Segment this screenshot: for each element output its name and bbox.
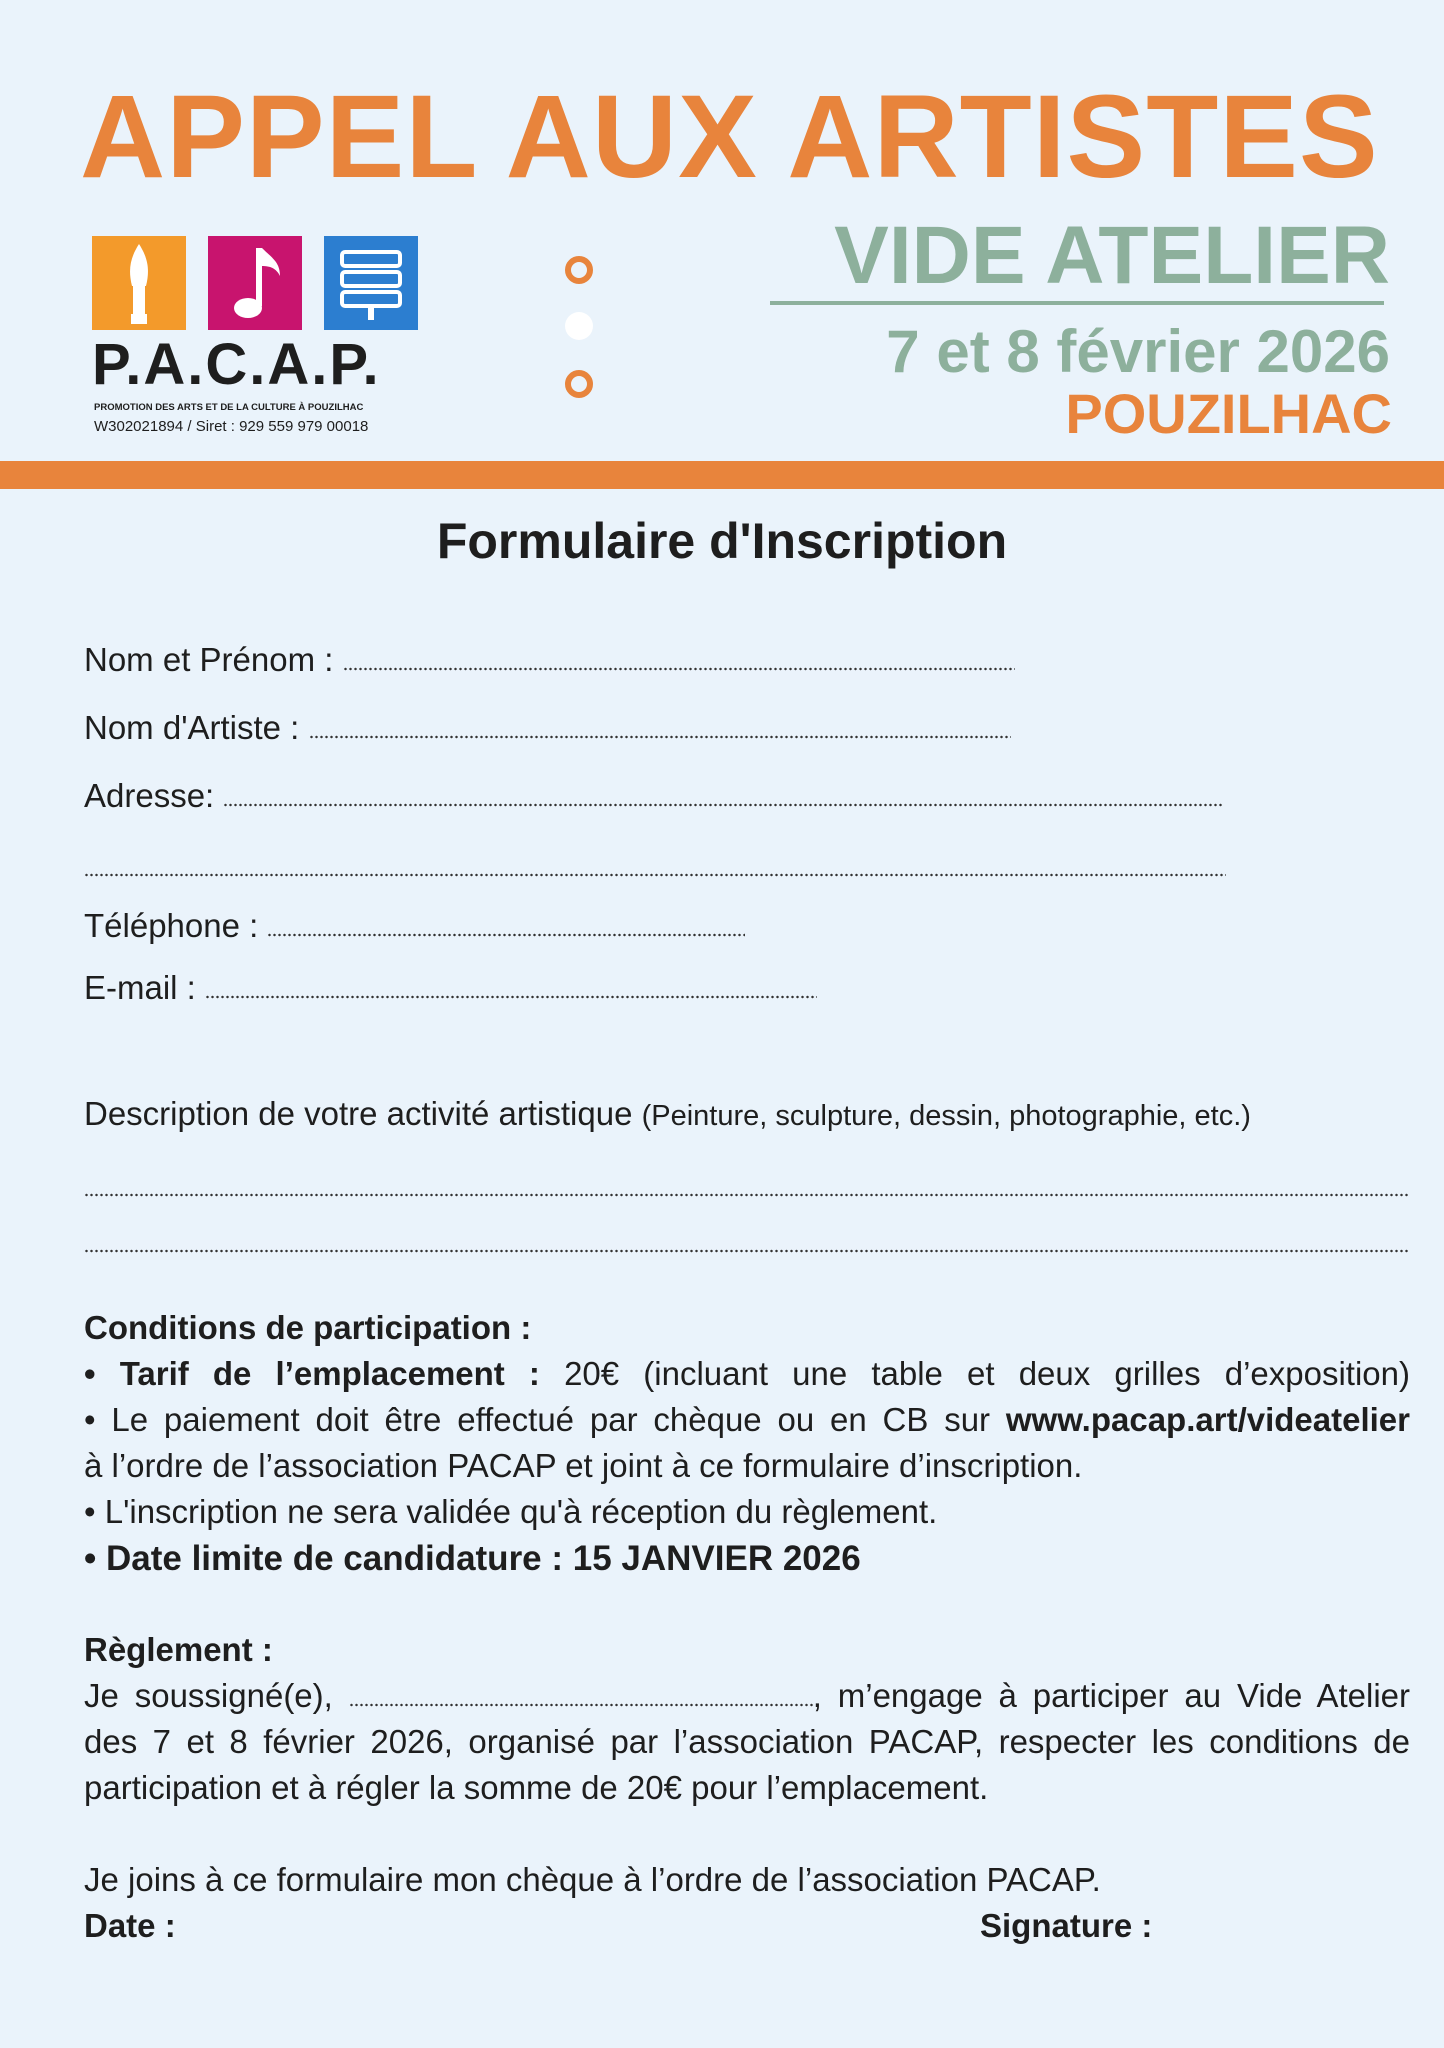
phone-blank[interactable] (267, 933, 745, 937)
event-place: POUZILHAC (1065, 382, 1392, 445)
event-underline (770, 301, 1384, 305)
reglement-line1 (84, 1676, 1410, 1716)
signatory-name-blank[interactable] (349, 1703, 813, 1707)
cheque-statement: Je joins à ce formulaire mon chèque à l’ordre de l’association PACAP. (84, 1861, 1101, 1898)
reglement-line1-end: , m’engage à participer au Vide Atelier (812, 1677, 1410, 1714)
conditions-tarif (84, 1354, 1410, 1394)
tarif-text: 20€ (incluant une table et deux grilles d’exposition) (564, 1355, 1410, 1392)
date-label: Date : (84, 1907, 176, 1944)
conditions-deadline: • Date limite de candidature : 15 JANVIER 2026 (84, 1539, 861, 1578)
address-blank[interactable] (223, 803, 1223, 807)
tarif-label: • Tarif de l’emplacement : (84, 1355, 540, 1392)
payment-line2: à l’ordre de l’association PACAP et joint à ce formulaire d’inscription. (84, 1447, 1083, 1484)
description-blank-1[interactable] (84, 1193, 1408, 1197)
name-field[interactable] (84, 640, 1015, 680)
conditions-validation: • L'inscription ne sera validée qu'à réception du règlement. (84, 1493, 938, 1530)
pacap-logo (92, 236, 432, 436)
phone-label: Téléphone : (84, 907, 259, 944)
artist-name-blank[interactable] (309, 735, 1011, 739)
logo-subtitle: PROMOTION DES ARTS ET DE LA CULTURE À POUZILHAC (94, 402, 364, 413)
payment-url-link[interactable]: www.pacap.art/videatelier (1005, 1401, 1410, 1438)
main-title: APPEL AUX ARTISTES (80, 71, 1379, 203)
form-title: Formulaire d'Inscription (436, 513, 1008, 569)
reglement-heading: Règlement : (84, 1631, 273, 1668)
address-line2-blank[interactable] (84, 873, 1226, 877)
event-name: VIDE ATELIER (834, 210, 1390, 301)
address-line2-field[interactable] (84, 846, 1226, 886)
description-line1[interactable] (84, 1166, 1408, 1206)
reglement-line3: participation et à régler la somme de 20€ pour l’emplacement. (84, 1769, 989, 1806)
decorative-ring-icon (565, 256, 593, 284)
phone-field[interactable] (84, 906, 745, 946)
email-blank[interactable] (205, 995, 817, 999)
artist-name-label: Nom d'Artiste : (84, 709, 300, 746)
description-field (84, 1094, 1251, 1134)
paintbrush-icon (92, 236, 186, 330)
address-label: Adresse: (84, 777, 215, 814)
books-icon (324, 236, 418, 330)
description-blank-2[interactable] (84, 1249, 1408, 1253)
logo-name: P.A.C.A.P. (92, 332, 381, 397)
description-line2[interactable] (84, 1222, 1408, 1262)
email-field[interactable] (84, 968, 817, 1008)
payment-text: • Le paiement doit être effectué par chèque ou en CB sur (84, 1401, 991, 1438)
music-note-icon (208, 236, 302, 330)
header-divider (0, 461, 1444, 489)
reglement-line1-start: Je soussigné(e), (84, 1677, 333, 1714)
decorative-dot-icon (565, 312, 593, 340)
event-dates: 7 et 8 février 2026 (886, 318, 1390, 385)
artist-name-field[interactable] (84, 708, 1011, 748)
signature-label: Signature : (980, 1907, 1153, 1944)
conditions-payment (84, 1400, 1410, 1440)
description-label: Description de votre activité artistique (84, 1095, 633, 1132)
name-blank[interactable] (343, 667, 1015, 671)
email-label: E-mail : (84, 969, 196, 1006)
reglement-line2: des 7 et 8 février 2026, organisé par l’association PACAP, respecter les conditions de (84, 1723, 1410, 1760)
address-field[interactable] (84, 776, 1223, 816)
conditions-heading: Conditions de participation : (84, 1309, 532, 1346)
description-hint: (Peinture, sculpture, dessin, photographie, etc.) (641, 1100, 1251, 1132)
decorative-ring-icon (565, 370, 593, 398)
logo-siret: W302021894 / Siret : 929 559 979 00018 (94, 418, 369, 435)
name-label: Nom et Prénom : (84, 641, 334, 678)
